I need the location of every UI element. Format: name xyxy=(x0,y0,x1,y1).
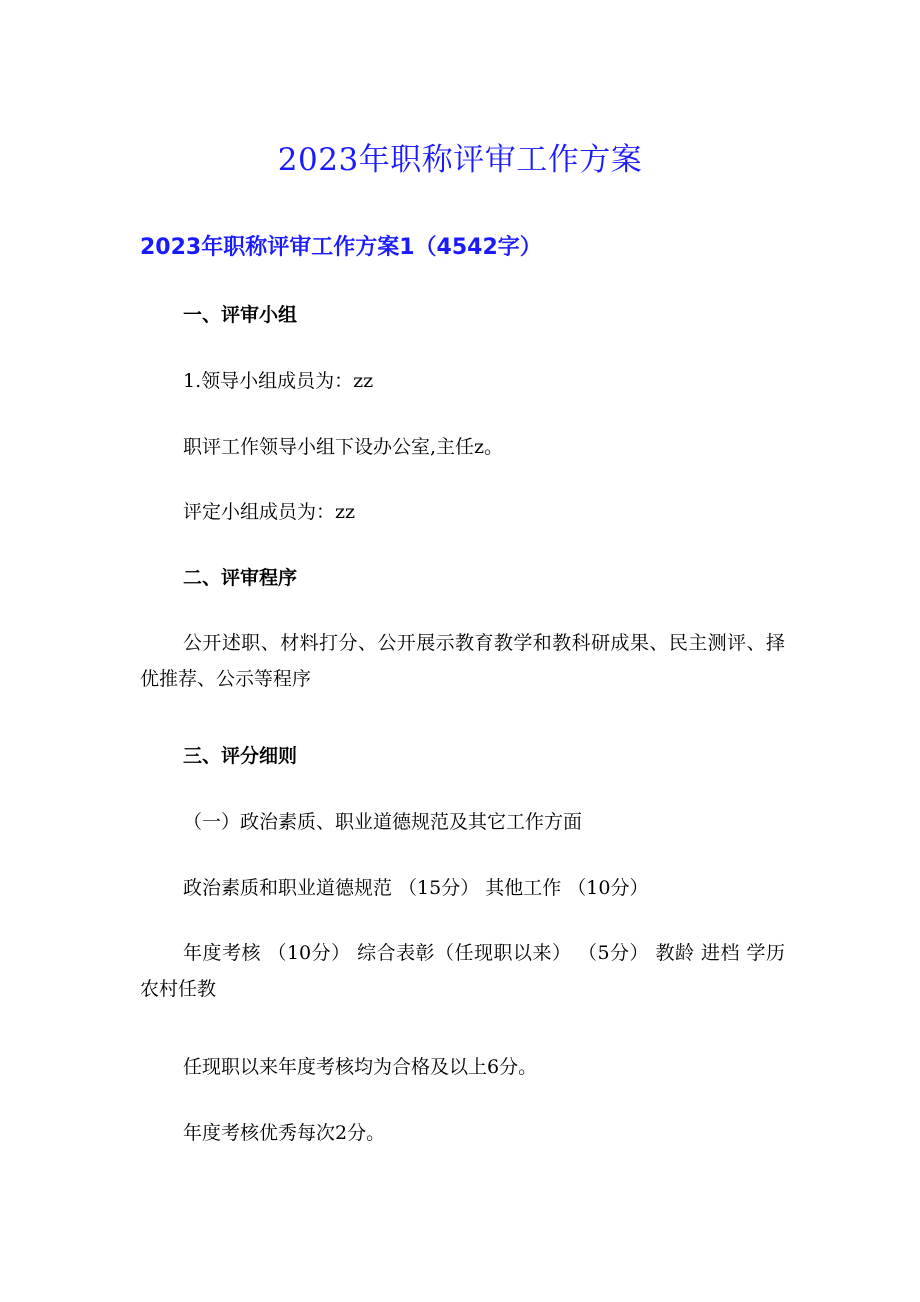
heading-review-procedure: 二、评审程序 xyxy=(183,567,298,589)
section-title: 2023年职称评审工作方案1（4542字） xyxy=(140,235,542,260)
paragraph-qualified-score: 任现职以来年度考核均为合格及以上6分。 xyxy=(183,1056,538,1078)
paragraph-office: 职评工作领导小组下设办公室,主任z。 xyxy=(183,436,504,458)
paragraph-leader-group: 1.领导小组成员为：zz xyxy=(183,370,374,392)
paragraph-excellent-score: 年度考核优秀每次2分。 xyxy=(183,1122,386,1144)
document-title: 2023年职称评审工作方案 xyxy=(277,142,643,178)
paragraph-political-quality: 政治素质和职业道德规范 （15分） 其他工作 （10分） xyxy=(183,877,649,899)
paragraph-subsection-one: （一）政治素质、职业道德规范及其它工作方面 xyxy=(183,811,583,833)
heading-scoring-rules: 三、评分细则 xyxy=(183,745,298,767)
heading-review-group: 一、评审小组 xyxy=(183,304,298,326)
paragraph-procedure-steps: 公开述职、材料打分、公开展示教育教学和教科研成果、民主测评、择优推荐、公示等程序 xyxy=(140,632,785,690)
paragraph-annual-assessment: 年度考核 （10分） 综合表彰（任现职以来） （5分） 教龄 进档 学历 农村任教 xyxy=(140,942,785,1000)
paragraph-evaluation-group: 评定小组成员为：zz xyxy=(183,501,356,523)
